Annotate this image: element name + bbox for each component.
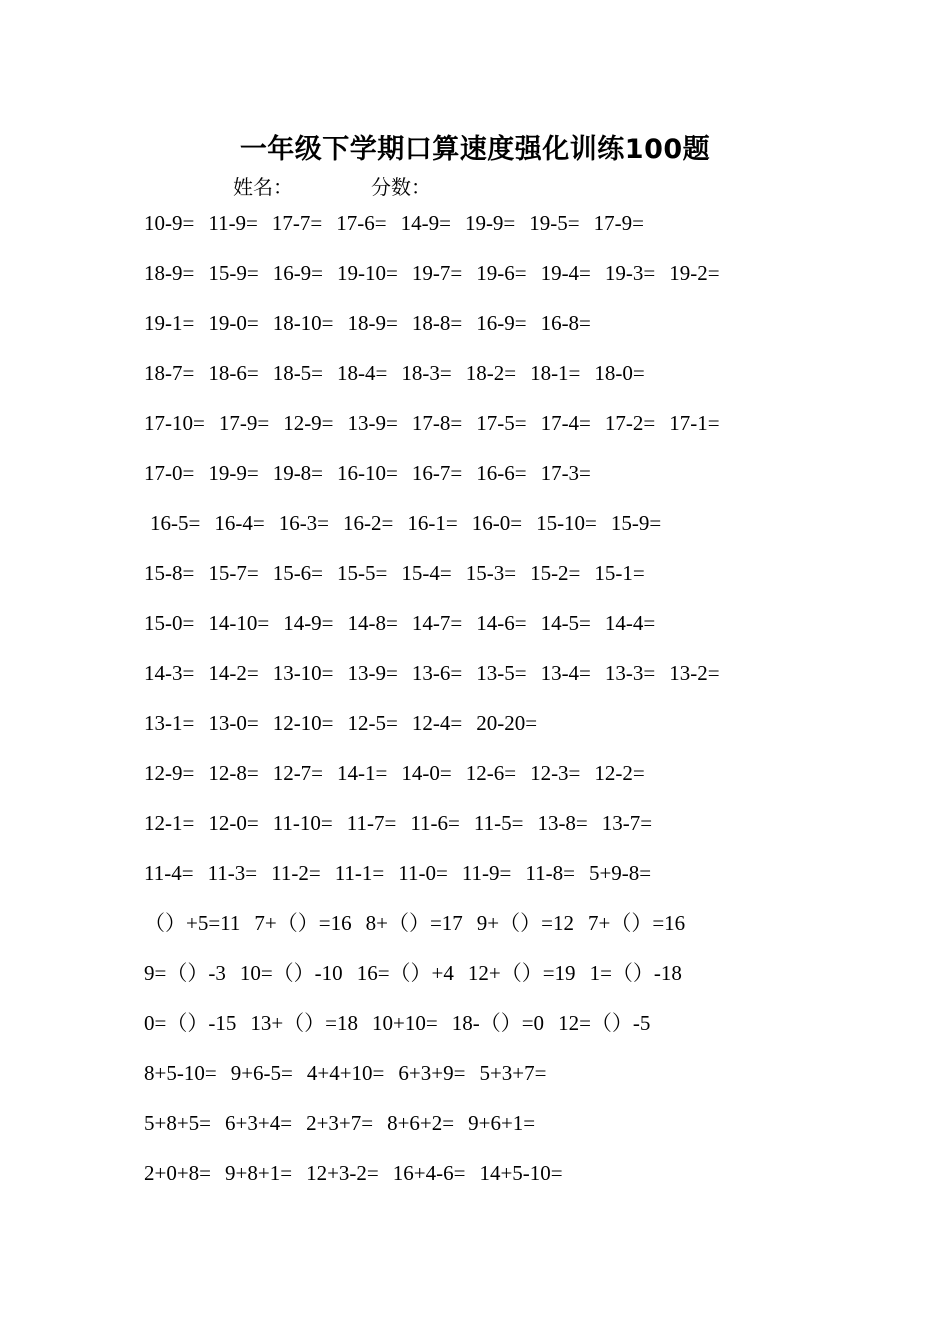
problem-item: 9+6-5= <box>230 1061 293 1085</box>
problem-item: 17-5= <box>476 411 527 435</box>
problem-item: 19-4= <box>540 261 591 285</box>
problem-item: 18-9= <box>347 311 398 335</box>
problem-item: 1=（）-18 <box>589 961 682 985</box>
problem-item: 14-2= <box>208 661 259 685</box>
problem-item: 16-6= <box>476 461 527 485</box>
problem-item: 12-10= <box>272 711 334 735</box>
problem-item: 17-6= <box>336 211 387 235</box>
problem-item: 12-9= <box>144 761 195 785</box>
problem-item: 13-3= <box>604 661 656 685</box>
problem-item: 13-1= <box>144 711 195 735</box>
name-label: 姓名： <box>233 175 293 199</box>
problem-item: 12-6= <box>465 761 517 785</box>
problem-item: 12-1= <box>144 811 195 835</box>
problem-item: 11-9= <box>461 861 512 885</box>
problem-item: 15-7= <box>208 561 259 585</box>
problem-item: 14-1= <box>337 761 388 785</box>
problem-item: 11-5= <box>473 811 524 835</box>
problem-row <box>144 305 844 355</box>
problem-item: 11-3= <box>207 861 258 885</box>
problem-row <box>144 405 844 455</box>
problem-row <box>144 505 844 555</box>
problem-item: 15-9= <box>208 261 259 285</box>
problem-item: 7+（）=16 <box>254 911 352 935</box>
problem-item: 0=（）-15 <box>144 1011 237 1035</box>
problem-row <box>144 255 844 305</box>
problem-item: 17-8= <box>411 411 463 435</box>
problem-item: 19-1= <box>144 311 195 335</box>
problem-item: 13-8= <box>537 811 588 835</box>
problem-item: 12-8= <box>208 761 259 785</box>
problem-item: 17-9= <box>218 411 270 435</box>
problem-item: 13+（）=18 <box>250 1011 359 1035</box>
problem-item: 10+10= <box>372 1011 438 1035</box>
problem-row <box>144 355 844 405</box>
problem-item: 16-10= <box>337 461 398 485</box>
problem-item: 6+3+4= <box>225 1111 293 1135</box>
problem-item: 13-9= <box>347 661 398 685</box>
problem-item: 11-7= <box>346 811 397 835</box>
problem-item: 20-20= <box>476 711 538 735</box>
problem-item: 18-2= <box>465 361 517 385</box>
score-label: 分数： <box>371 175 431 199</box>
problem-item: 16-9= <box>272 261 324 285</box>
problem-item: 13-0= <box>208 711 259 735</box>
problem-item: 9=（）-3 <box>144 961 226 985</box>
problem-row <box>144 805 844 855</box>
problem-item: 18-1= <box>530 361 581 385</box>
problem-item: 18-8= <box>411 311 463 335</box>
problem-item: 17-4= <box>540 411 591 435</box>
problem-item: 16-5= <box>150 511 201 535</box>
problem-item: 13-2= <box>669 661 720 685</box>
problem-item: 12-7= <box>272 761 324 785</box>
problem-item: 9+8+1= <box>225 1161 293 1185</box>
problem-item: 19-2= <box>669 261 720 285</box>
problem-item: 15-0= <box>144 611 195 635</box>
problem-item: 11-2= <box>271 861 321 885</box>
problem-item: 15-3= <box>465 561 517 585</box>
problem-item: 16-2= <box>343 511 394 535</box>
problem-item: 16-8= <box>540 311 591 335</box>
problem-item: 15-2= <box>530 561 581 585</box>
problem-item: 14-3= <box>144 661 195 685</box>
problem-item: 15-1= <box>594 561 645 585</box>
problem-item: 14-8= <box>347 611 398 635</box>
problem-item: 5+3+7= <box>479 1061 547 1085</box>
problem-item: 14-10= <box>208 611 270 635</box>
problem-item: 12+3-2= <box>306 1161 379 1185</box>
problem-item: 11-1= <box>334 861 385 885</box>
problem-item: 13-6= <box>411 661 463 685</box>
problem-item: 18-10= <box>272 311 334 335</box>
problem-item: 9+（）=12 <box>476 911 574 935</box>
problem-item: 18-（）=0 <box>451 1011 545 1035</box>
problem-item: 11-0= <box>398 861 448 885</box>
problem-row <box>144 455 844 505</box>
problem-item: 2+3+7= <box>306 1111 374 1135</box>
problem-item: 2+0+8= <box>144 1161 212 1185</box>
problem-item: 5+9-8= <box>588 861 652 885</box>
problem-row <box>144 1055 844 1105</box>
problem-item: 14-6= <box>476 611 527 635</box>
problem-item: 14-9= <box>400 211 451 235</box>
problem-item: 16=（）+4 <box>356 961 454 985</box>
problem-item: 16-1= <box>407 511 458 535</box>
problem-item: 12-2= <box>594 761 645 785</box>
problem-item: 5+8+5= <box>144 1111 212 1135</box>
page-title: 一年级下学期口算速度强化训练100题 <box>239 134 711 165</box>
problem-item: 13-7= <box>601 811 653 835</box>
problem-item: 16-9= <box>476 311 527 335</box>
problem-item: 11-10= <box>272 811 333 835</box>
problem-item: 4+4+10= <box>306 1061 385 1085</box>
problem-item: 11-4= <box>144 861 194 885</box>
problem-item: 12+（）=19 <box>467 961 576 985</box>
problem-item: 12-0= <box>208 811 259 835</box>
problem-item: 9+6+1= <box>468 1111 536 1135</box>
problem-item: 15-8= <box>144 561 195 585</box>
problem-item: 19-9= <box>464 211 516 235</box>
problem-item: 13-10= <box>272 661 334 685</box>
problem-list <box>144 205 844 1205</box>
problem-item: 19-9= <box>208 461 259 485</box>
problem-item: 19-7= <box>411 261 463 285</box>
problem-row <box>144 1005 844 1055</box>
problem-item: 14-7= <box>411 611 463 635</box>
problem-item: 17-0= <box>144 461 195 485</box>
problem-item: 14+5-10= <box>479 1161 563 1185</box>
problem-item: 15-9= <box>610 511 662 535</box>
problem-item: 14-0= <box>401 761 452 785</box>
problem-item: 14-5= <box>540 611 591 635</box>
problem-row <box>144 705 844 755</box>
problem-item: 17-9= <box>593 211 644 235</box>
problem-item: 13-5= <box>476 661 527 685</box>
problem-item: 16+4-6= <box>392 1161 466 1185</box>
problem-item: 12-3= <box>530 761 581 785</box>
problem-item: 16-0= <box>471 511 523 535</box>
problem-item: 18-4= <box>337 361 388 385</box>
problem-item: 11-6= <box>410 811 460 835</box>
problem-item: （）+5=11 <box>144 911 241 935</box>
problem-item: 8+5-10= <box>144 1061 217 1085</box>
problem-item: 8+6+2= <box>387 1111 455 1135</box>
problem-item: 17-7= <box>271 211 323 235</box>
problem-item: 19-8= <box>272 461 324 485</box>
problem-item: 17-3= <box>540 461 591 485</box>
problem-item: 19-6= <box>476 261 527 285</box>
problem-item: 15-6= <box>272 561 324 585</box>
problem-item: 19-3= <box>604 261 656 285</box>
problem-item: 13-4= <box>540 661 591 685</box>
problem-row <box>144 555 844 605</box>
problem-item: 7+（）=16 <box>587 911 686 935</box>
problem-item: 15-10= <box>536 511 597 535</box>
problem-item: 10=（）-10 <box>239 961 343 985</box>
problem-item: 11-8= <box>525 861 575 885</box>
problem-item: 12-5= <box>347 711 398 735</box>
problem-item: 8+（）=17 <box>365 911 463 935</box>
problem-item: 18-3= <box>401 361 452 385</box>
problem-item: 17-2= <box>604 411 656 435</box>
problem-item: 16-4= <box>214 511 265 535</box>
problem-item: 18-7= <box>144 361 195 385</box>
problem-item: 18-0= <box>594 361 645 385</box>
problem-row <box>144 1155 844 1205</box>
problem-row <box>144 755 844 805</box>
problem-row <box>144 905 844 955</box>
problem-row <box>144 205 844 255</box>
problem-item: 14-9= <box>283 611 334 635</box>
problem-item: 12-4= <box>411 711 463 735</box>
problem-item: 18-9= <box>144 261 195 285</box>
problem-item: 15-5= <box>337 561 388 585</box>
problem-item: 13-9= <box>347 411 398 435</box>
problem-row <box>144 855 844 905</box>
problem-item: 16-3= <box>278 511 330 535</box>
problem-item: 18-6= <box>208 361 259 385</box>
problem-item: 17-1= <box>669 411 720 435</box>
problem-item: 6+3+9= <box>398 1061 466 1085</box>
problem-item: 12=（）-5 <box>558 1011 651 1035</box>
problem-item: 15-4= <box>401 561 452 585</box>
problem-item: 18-5= <box>272 361 324 385</box>
problem-item: 11-9= <box>208 211 258 235</box>
problem-row <box>144 1105 844 1155</box>
problem-item: 19-5= <box>529 211 580 235</box>
problem-item: 14-4= <box>604 611 656 635</box>
problem-item: 19-10= <box>337 261 398 285</box>
problem-item: 10-9= <box>144 211 195 235</box>
problem-item: 17-10= <box>144 411 205 435</box>
problem-item: 12-9= <box>283 411 334 435</box>
problem-row <box>144 955 844 1005</box>
problem-row <box>144 655 844 705</box>
problem-item: 19-0= <box>208 311 259 335</box>
problem-row <box>144 605 844 655</box>
problem-item: 16-7= <box>411 461 463 485</box>
